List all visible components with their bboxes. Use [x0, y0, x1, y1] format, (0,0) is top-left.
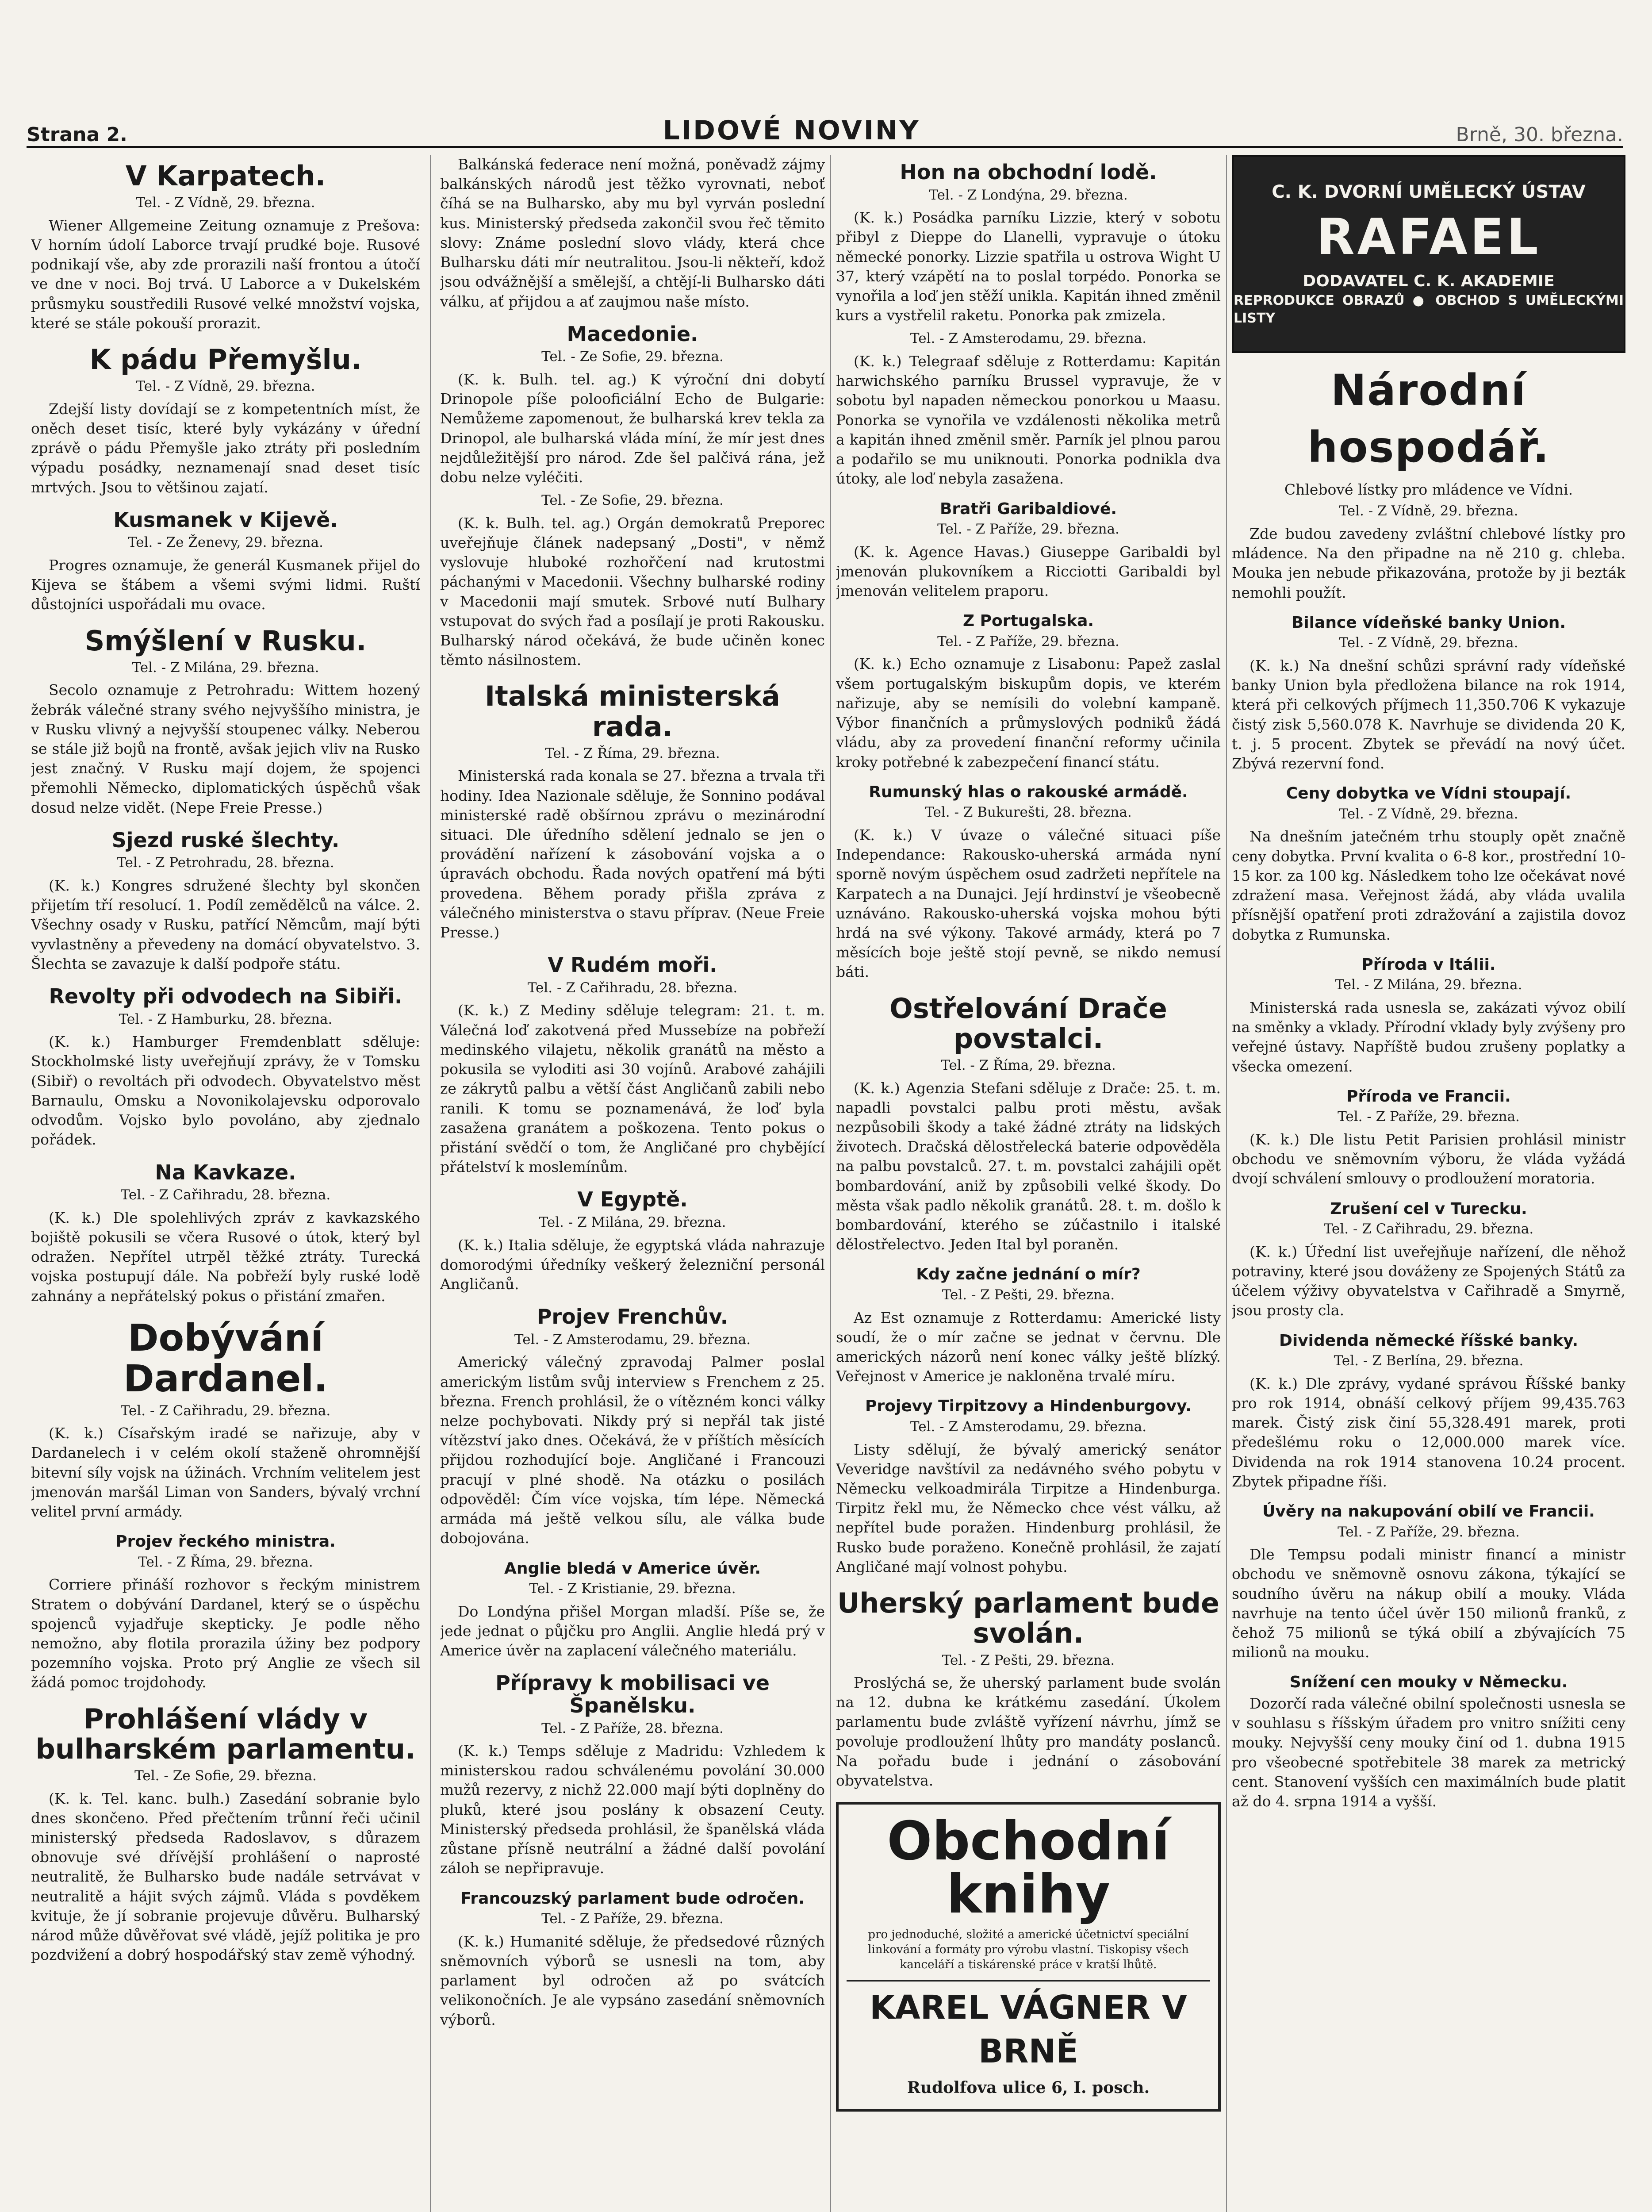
article-zruseni-cel [1232, 1200, 1625, 1321]
article-title: Sjezd ruské šlechty. [111, 828, 340, 852]
article-dateline: Tel. - Ze Ženevy, 29. března. [128, 534, 323, 551]
article-dardanel [31, 1317, 420, 1521]
article-dateline: Tel. - Z Milána, 29. března. [132, 659, 319, 676]
article-balkanska-federace [440, 155, 825, 311]
article-title: K pádu Přemyšlu. [89, 343, 362, 376]
article-body: Do Londýna přišel Morgan mladší. Píše se, že jede jednat o půjčku pro Anglii. Anglie hledá prý v Americe úvěr na zaplacení válečného materiálu. [440, 1602, 825, 1659]
banner-line: RAFAEL [1316, 208, 1541, 266]
article-dateline: Tel. - Z Pešti, 29. března. [942, 1287, 1115, 1303]
article-bulharsko [31, 1704, 420, 1965]
article-kusmanek [31, 509, 420, 614]
ad-address: Rudolfova ulice 6, I. posch. [907, 2078, 1150, 2097]
article-slechty [31, 829, 420, 974]
article-title: Anglie bledá v Americe úvěr. [504, 1559, 761, 1578]
article-dateline: Tel. - Z Amsterodamu, 29. března. [910, 1419, 1147, 1435]
article-dateline: Tel. - Z Paříže, 29. března. [1338, 1109, 1520, 1125]
article-dividenda [1232, 1332, 1625, 1491]
article-body: (K. k.) Z Mediny sděluje telegram: 21. t. m. Válečná loď zakotvená před Mussebíze na pobřeží medinského vilajetu, několik granátů na město a pokusila se vyloditi asi 30 vojínů. Arabové zahájili ze zákrytů palbu a větší část Angličanů zabili nebo ranili. K tomu se poznamenává, že loď byla zasažena granátem a poškozena. Tento pokus o přistání svědčí o tom, že Angličané pro chybějící přátelství k moslemínům. [440, 1002, 825, 1176]
article-body: (K. k.) Kongres sdružené šlechty byl skončen přijetím tří resolucí. 1. Podíl zemědělců na válce. 2. Všechny osady v Rusku, patřící Němcům, mají býti vyvlastněny a převedeny na domácí obyvatelstvo. 3. Šlechta se zavazuje k další podpoře státu. [31, 877, 420, 972]
article-title: Z Portugalska. [962, 612, 1094, 630]
article-body: (K. k.) Italia sděluje, že egyptská vláda nahrazuje domorodými úředníky veškerý železniční personál Angličanů. [440, 1236, 825, 1293]
article-body: (K. k.) Posádka parníku Lizzie, který v sobotu přibyl z Dieppe do Llanelli, vypravuje o útoku německé ponorky. Lizzie spatřila u ostrova Wight U 37, který vzápětí na to poslal torpédo. Ponorka se vynořila a loď jen stěží unikla. Kapitán ihned změnil kurs a vystřelil raketu. Ponorka pak zmizela. [836, 209, 1221, 324]
article-dateline: Tel. - Z Amsterodamu, 29. března. [514, 1331, 751, 1348]
article-dateline: Tel. - Z Londýna, 29. března. [929, 187, 1128, 203]
article-egypte [440, 1188, 825, 1294]
article-body: Progres oznamuje, že generál Kusmanek přijel do Kijeva se štábem a všemi svými lidmi. Ruští důstojníci uspořádali mu ovace. [31, 556, 420, 613]
article-body: (K. k.) Dle listu Petit Parisien prohlásil ministr obchodu ve sněmovním výboru, že vláda vyžádá dvojí schválení smlouvy o prodloužení moratoria. [1232, 1130, 1625, 1187]
article-dateline: Tel. - Z Cařihradu, 28. března. [120, 1187, 331, 1203]
article-title: Bilance vídeňské banky Union. [1291, 613, 1566, 632]
article-body: Az Est oznamuje z Rotterdamu: Americké listy soudí, že o mír začne se jednat v červnu. Dle amerických názorů není konec války ještě blízký. Veřejnost v Americe je nakloněna trvalé míru. [836, 1309, 1221, 1385]
date-line: Brně, 30. března. [1456, 123, 1623, 146]
ad-text: pro jednoduché, složité a americké účetnictví speciální linkování a formáty pro výrobu vlastní. Tiskopisy všech kanceláří a tiskárenské práce v kratší lhůtě. [868, 1928, 1189, 1971]
article-priroda-francii [1232, 1088, 1625, 1189]
article-dateline: Tel. - Z Říma, 29. března. [941, 1057, 1116, 1073]
article-body: (K. k. Bulh. tel. ag.) Orgán demokratů Preporec uveřejňuje článek nadepsaný „Dosti", v němž vyslovuje hluboké rozhořčení nad krutostmi páchanými v Macedonii. Všechny bulharské rodiny v Macedonii mají smutek. Srbové nutí Bulhary vstupovat do svých řad a posílají je proti Rakousku. Bulharský národ očekává, že bude učiněn konec těmto násilnostem. [440, 514, 825, 669]
article-body: (K. k.) Echo oznamuje z Lisabonu: Papež zaslal všem portugalským biskupům dopis, ve kterém nařizuje, aby se nemísili do volební kampaně. Výbor finančních a průmyslových podniků žádá vládu, aby za provedení finanční reformy učinila kroky potřebné k zabezpečení financí státu. [836, 655, 1221, 771]
article-body: Dozorčí rada válečné obilní společnosti usnesla se v souhlasu s říšským úřadem pro vnitro snížiti ceny mouky. Nejvyšší ceny mouky činí od 1. dubna 1915 pro všeobecné spotřebitele 38 marek za metrický cent. Stanovení vyšších cen maximálních bude platit až do 4. srpna 1914 a vyšší. [1232, 1695, 1625, 1810]
article-body: Americký válečný zpravodaj Palmer poslal americkým listům svůj interview s Frenchem z 25. března. French prohlásil, že o vítězném konci války nelze pochybovati. Nikdy prý si nepřál tak jisté vítězství jako dnes. Očekává, že v příštích měsících přijdou rozhodující boje. Angličané i Francouzi pracují v plné shodě. Na otázku o posilách odpověděl: Čím více vojska, tím lépe. Německá armáda má ještě velkou sílu, ale válka bude dobojována. [440, 1353, 825, 1547]
article-tirpitz [836, 1398, 1221, 1577]
article-priroda-italii [1232, 956, 1625, 1076]
article-dateline: Tel. - Z Milána, 29. března. [1335, 977, 1522, 993]
article-body: Dle Tempsu podali ministr financí a ministr obchodu ve sněmovně osnovu zákona, týkající se soudního úvěru na nákup obilí a mouky. Vláda navrhuje na tento účel úvěr 150 milionů franků, z čehož 75 milionů se týká obilí a zbývajících 75 milionů na mouku. [1232, 1546, 1625, 1661]
article-title: V Rudém moři. [548, 953, 717, 977]
paper-name: LIDOVÉ NOVINY [663, 115, 920, 146]
book-advertisement [836, 1802, 1221, 2112]
article-title: V Egyptě. [577, 1187, 688, 1212]
article-uhersky-parlament [836, 1588, 1221, 1790]
article-dateline: Tel. - Z Vídně, 29. března. [1339, 503, 1518, 519]
column-3 [836, 155, 1221, 2212]
article-recky-ministr [31, 1533, 420, 1692]
article-dateline: Tel. - Z Paříže, 28. března. [541, 1720, 724, 1736]
article-dateline: Tel. - Z Říma, 29. března. [545, 745, 720, 761]
article-body: (K. k.) Dle spolehlivých zpráv z kavkazského bojiště pokusili se včera Rusové o útok, který byl odražen. Nepřítel utrpěl těžké ztráty. Turecká vojska postupují dále. Na pobřeží byly ruské lodě zahnány a nepřátelský pokus o přistání zmařen. [31, 1209, 420, 1305]
column-2 [440, 155, 825, 2212]
page-label: Strana 2. [27, 123, 127, 146]
column-rule [830, 155, 831, 2212]
article-dateline: Tel. - Z Paříže, 29. března. [541, 1911, 724, 1927]
article-body: (K. k.) V úvaze o válečné situaci píše Independance: Rakousko-uherská armáda nyní sporně novým úspěchem osud zadržeti nepřítele na Karpatech a na Dunajci. Její hrdinství je všeobecně uznáváno. Rakousko-uherská vojska mohou býti hrdá na své výkony. Takové armády, která po 7 měsících boje ještě stojí pevně, se nikdo nemusí báti. [836, 826, 1221, 981]
article-dateline: Tel. - Z Kristianie, 29. března. [529, 1581, 736, 1597]
article-title: Přípravy k mobilisaci ve Španělsku. [495, 1671, 770, 1717]
banner-line: DODAVATEL C. K. AKADEMIE [1303, 272, 1555, 290]
article-smysleni [31, 626, 420, 818]
article-rumunsky-hlas [836, 783, 1221, 982]
article-dateline: Tel. - Ze Sofie, 29. března. [541, 492, 724, 509]
article-title: Rumunský hlas o rakouské armádě. [869, 783, 1188, 801]
article-ceny-dobytka [1232, 785, 1625, 944]
article-title: Kdy začne jednání o mír? [916, 1265, 1141, 1284]
article-title: Bratři Garibaldiové. [939, 499, 1117, 518]
article-title: Uherský parlament bude svolán. [837, 1587, 1220, 1650]
article-dateline: Tel. - Ze Sofie, 29. března. [541, 349, 724, 365]
article-dateline: Tel. - Z Paříže, 29. března. [1338, 1524, 1520, 1540]
article-frenchuv [440, 1306, 825, 1548]
column-1 [31, 155, 420, 2212]
column-rule [430, 155, 431, 2212]
article-title: V Karpatech. [125, 160, 326, 192]
article-title: Francouzský parlament bude odročen. [460, 1889, 805, 1908]
article-snizeni-cen-mouky [1232, 1674, 1625, 1811]
article-dateline: Tel. - Z Vídně, 29. března. [136, 378, 315, 395]
article-title: Dividenda německé říšské banky. [1279, 1331, 1579, 1350]
article-title: Projevy Tirpitzovy a Hindenburgovy. [865, 1397, 1192, 1416]
article-portugalska [836, 612, 1221, 772]
article-title: Projev řeckého ministra. [115, 1532, 336, 1551]
article-revolty [31, 985, 420, 1149]
article-dateline: Tel. - Z Říma, 29. března. [138, 1554, 313, 1570]
article-body: Ministerská rada konala se 27. března a trvala tři hodiny. Idea Nazionale sděluje, že Sonnino podával ministerské radě obšírnou zprávu o mezinárodní situaci. Dle úředního sdělení jednalo se jen o provádění nařízení k zásobování vojska a o úpravách obchodu. Řada nových opatření má býti provedena. Během porady přišla zpráva z válečného ministerstva o stavu příprav. (Neue Freie Presse.) [440, 767, 825, 941]
article-title: Ceny dobytka ve Vídni stoupají. [1286, 784, 1572, 803]
banner-line: REPRODUKCE OBRAZŮ ● OBCHOD S UMĚLECKÝMI LISTY [1234, 292, 1624, 326]
article-title: Na Kavkaze. [155, 1160, 296, 1184]
column-rule [1226, 155, 1227, 2212]
article-title: Dobývání Dardanel. [123, 1316, 328, 1401]
article-title: Zrušení cel v Turecku. [1330, 1199, 1527, 1218]
column-4 [1232, 155, 1625, 2212]
article-body: (K. k. Tel. kanc. bulh.) Zasedání sobranie bylo dnes skončeno. Před přečtením trůnní řeči učinil ministerský předseda Radoslavov, s důrazem obnovuje své dřívější prohlášení o naprosté neutralitě, že Bulharsko bude nadále setrvávat v neutralitě a hájit svých zájmů. Vláda s povděkem kvituje, že jí sobranie projevuje důvěru. Bulharský národ může důvěřovat své vládě, jejíž politika je pro pozdvižení a dobrý hospodářský stav země výhodný. [31, 1790, 420, 1964]
article-macedonie [440, 323, 825, 670]
article-dateline: Tel. - Z Cařihradu, 29. března. [1323, 1221, 1534, 1237]
article-body: Ministerská rada usnesla se, zakázati vývoz obilí na směnky a vklady. Přírodní vklady byly zvýšeny pro veřejné ústavy. Napříště budou zrušeny poplatky a všecka omezení. [1232, 998, 1625, 1075]
article-body: Wiener Allgemeine Zeitung oznamuje z Prešova: V horním údolí Laborce trvají prudké boje. Rusové podnikají vše, aby zde prorazili naší frontou a útočí ve dne v noci. Boj trvá. U Laborce a v Dukelském průsmyku soustředili Rusové velké množství vojska, které se stále pokouší prorazit. [31, 216, 420, 332]
article-dateline: Tel. - Z Vídně, 29. března. [1339, 806, 1518, 822]
article-dateline: Tel. - Z Hamburku, 28. března. [119, 1011, 333, 1027]
article-anglie-bleda [440, 1560, 825, 1661]
article-body: (K. k.) Hamburger Fremdenblatt sděluje: Stockholmské listy uveřejňují zprávy, že v Tomsku (Sibiř) o revoltách při odvodech. Obyvatelstvo měst Barnaulu, Omsku a Novonikolajevsku odporovalo odvodům. Vojsko bylo povoláno, aby zjednalo pořádek. [31, 1033, 420, 1148]
article-kavkaze [31, 1161, 420, 1306]
article-title: Italská ministerská rada. [485, 680, 780, 743]
article-title: Smýšlení v Rusku. [84, 624, 367, 657]
article-obchodni-lode [836, 161, 1221, 489]
article-title: Příroda ve Francii. [1346, 1087, 1511, 1106]
article-dateline: Tel. - Z Vídně, 29. března. [136, 195, 315, 211]
article-body: Zde budou zavedeny zvláštní chlebové lístky pro mládence. Na den připadne na ně 210 g. chleba. Mouka jen nebude přikazována, protože by ji bezták nemohli použít. [1232, 525, 1625, 601]
article-title: Úvěry na nakupování obilí ve Francii. [1262, 1502, 1595, 1521]
article-rudem-mori [440, 954, 825, 1177]
article-body: Zdejší listy dovídají se z kompetentních míst, že oněch deset tisíc, které byly vykázány v úřední zprávě o pádu Přemyšle jako ztráty při posledním výpadu posádky, neznamenají snad deset tisíc mrtvých. Jsou to většinou zajatí. [31, 400, 420, 496]
article-dateline: Tel. - Z Cařihradu, 28. března. [527, 979, 738, 996]
article-title: Ostřelování Drače povstalci. [889, 992, 1167, 1055]
article-dateline: Tel. - Z Cařihradu, 29. března. [120, 1402, 331, 1419]
article-italska-rada [440, 681, 825, 942]
article-body: (K. k.) Agenzia Stefani sděluje z Drače: 25. t. m. napadli povstalci palbu proti městu, avšak nezpůsobili škody a také žádné ztráty na lidských životech. Dračská dělostřelecká baterie odpověděla na palbu povstalců. 27. t. m. povstalci zahájili opět bombardování, aniž by způsobili velké škody. Do města však padlo několik granátů. 28. t. m. došlo k bombardování, kterého se zúčastnilo i italské dělostřelectvo. Jeden Ital byl poraněn. [836, 1079, 1221, 1253]
article-body: (K. k.) Temps sděluje z Madridu: Vzhledem k ministerskou radou schválenému povolání 30.000 mužů rezervy, z nichž 22.000 mají býti doplněny do pluků, které jsou poslány k obsazení Ceuty. Ministerský předseda prohlásil, že španělská vláda zůstane přísně neutrální a žádné další povolání záloh se nepřipravuje. [440, 1742, 825, 1877]
article-dateline: Tel. - Z Amsterodamu, 29. března. [910, 330, 1147, 347]
article-title: Snížení cen mouky v Německu. [1289, 1673, 1568, 1692]
article-body: (K. k.) Úřední list uveřejňuje nařízení, dle něhož potraviny, které jsou dováženy ze Spojených Států za účelem výživy obyvatelstva v Cařihradě a Smyrně, jsou prosty cla. [1232, 1243, 1625, 1319]
article-dateline: Tel. - Z Pešti, 29. března. [942, 1652, 1115, 1668]
article-title: Kusmanek v Kijevě. [113, 507, 338, 532]
ad-firm: KAREL VÁGNER V BRNĚ [847, 1980, 1210, 2074]
article-dateline: Tel. - Z Petrohradu, 28. března. [117, 855, 334, 871]
article-body: Balkánská federace není možná, poněvadž zájmy balkánských národů jest těžko vyrovnati, neboť číhá se na Bulharsko, aby mu byl vyrván poslední kus. Ministerský předseda zakončil svou řeč těmito slovy: Známe poslední slovo vlády, která chce Bulharsku dáti mír neutralitou. Jsou-li někteří, kdož jsou odvážnější a smělejší, a chtějí-li Bulharsko dáti válku, ať přijdou a ať zaujmou naše místo. [440, 156, 825, 310]
article-title: Chlebové lístky pro mládence ve Vídni. [1284, 481, 1573, 499]
article-body: (K. k.) Humanité sděluje, že předsedové různých sněmovních výborů se usnesli na tom, aby parlament byl odročen až po svátcích velikonočních. Je ale vypsáno zasedání sněmovních výborů. [440, 1932, 825, 2028]
banner-line: C. K. DVORNÍ UMĚLECKÝ ÚSTAV [1272, 181, 1586, 202]
article-uvery-obili [1232, 1503, 1625, 1662]
article-title: Prohlášení vlády v bulharském parlamentu. [35, 1702, 416, 1765]
article-body: Proslýchá se, že uherský parlament bude svolán na 12. dubna ke krátkému zasedání. Úkolem parlamentu bude zvláště vyřízení návrhu, jímž se povoluje prodloužení lhůty pro mandáty poslanců. Na pořadu bude i jednání o zásobování obyvatelstva. [836, 1674, 1221, 1790]
article-title: Příroda v Itálii. [1361, 955, 1496, 974]
article-body: (K. k.) Dle zprávy, vydané správou Říšské banky pro rok 1914, obnáší celkový příjem 99,435.763 marek. Čistý zisk činí 55,328.491 marek, proti předešlému roku o 12,000.000 marek více. Dividenda na rok 1914 stanovena 10.24 procent. Zbytek připadne říši. [1232, 1375, 1625, 1490]
article-body: (K. k.) Telegraaf sděluje z Rotterdamu: Kapitán harwichského parníku Brussel vypravuje, že v sobotu byl napaden německou ponorkou u Maasu. Ponorka se vynořila ve vzdálenosti několika metrů a kapitán ihned změnil směr. Parník jel plnou parou a podařilo se mu uniknouti. Ponorka podnikla dva útoky, ale loď nebyla zasažena. [836, 352, 1221, 488]
section-title: Národní hospodář. [1307, 365, 1550, 472]
article-body: Corriere přináší rozhovor s řeckým ministrem Stratem o dobývání Dardanel, který se o úspěchu spojenců vyjadřuje skepticky. Je podle něho nemožno, aby flotila prorazila úžiny bez podpory pozemního vojska. Proto prý Anglie ze všech sil žádá pomoc trojdohody. [31, 1576, 420, 1691]
article-jednani-mir [836, 1266, 1221, 1386]
article-body: (K. k.) Na dnešní schůzi správní rady vídeňské banky Union byla předložena bilance na rok 1914, která při celkových příjmech 11,350.706 K vykazuje čistý zisk 5,560.078 K. Navrhuje se dividenda 20 K, t. j. 5 procent. Zbytek se převádí na nový účet. Zbývá rezervní fond. [1232, 657, 1625, 772]
article-title: Macedonie. [567, 322, 698, 346]
article-title: Hon na obchodní lodě. [900, 160, 1157, 184]
article-dateline: Tel. - Z Vídně, 29. března. [1339, 635, 1518, 651]
article-bilance-union [1232, 614, 1625, 773]
article-francouzsky-parlament [440, 1890, 825, 2030]
article-garibaldi [836, 500, 1221, 601]
article-chlebove-listky [1232, 480, 1625, 603]
article-dateline: Tel. - Z Paříže, 29. března. [937, 633, 1119, 649]
article-pripravy-spanelsku [440, 1672, 825, 1878]
article-drace [836, 994, 1221, 1255]
article-title: Projev Frenchův. [537, 1305, 728, 1329]
article-dateline: Tel. - Z Paříže, 29. března. [937, 521, 1119, 538]
rafael-banner-ad [1232, 155, 1625, 353]
article-body: (K. k. Bulh. tel. ag.) K výroční dni dobytí Drinopole píše polooficiální Echo de Bulgarie: Nemůžeme zapomenout, že bulharská krev tekla za Drinopol, ale bulharská vláda míní, že mír jest dnes nejdůležitější pro národ. Zde šel palčivá rána, jež dobu nelze vyléčiti. [440, 370, 825, 486]
article-dateline: Tel. - Z Berlína, 29. března. [1334, 1353, 1524, 1369]
article-dateline: Tel. - Ze Sofie, 29. března. [134, 1767, 317, 1784]
article-karpatech [31, 161, 420, 333]
article-body: (K. k.) Císařským iradé se nařizuje, aby v Dardanelech i v celém okolí staženě ohromnější bitevní síly vojsk na úžinách. Vrchním velitelem jest jmenován maršál Liman von Sanders, bývalý vrchní velitel první armády. [31, 1425, 420, 1520]
ad-title: Obchodní knihy [887, 1811, 1170, 1926]
article-body: Na dnešním jatečném trhu stouply opět značně ceny dobytka. První kvalita o 6-8 kor., prostřední 10-15 kor. za 100 kg. Následkem toho lze očekávat nové zdražení masa. Veřejnost žádá, aby vláda uvalila přísnější opatření proti zdražování a zajistila dovoz dobytka z Rumunska. [1232, 828, 1625, 943]
article-title: Revolty při odvodech na Sibiři. [49, 984, 402, 1009]
article-dateline: Tel. - Z Milána, 29. března. [539, 1214, 726, 1231]
article-body: Listy sdělují, že bývalý americký senátor Veveridge navštívil za nedávného svého pobytu v Německu velkoadmirála Tirpitze a Hindenburga. Tirpitz řekl mu, že Německo chce vést válku, až nepřítel bude poražen. Hindenburg prohlásil, že Rusko bude poraženo. Konečně prohlásil, že zajatí Angličané mají volnost pohybu. [836, 1440, 1221, 1575]
article-premysl [31, 345, 420, 497]
article-body: (K. k. Agence Havas.) Giuseppe Garibaldi byl jmenován plukovníkem a Ricciotti Garibaldi byl jmenován velitelem praporu. [836, 543, 1221, 600]
article-body: Secolo oznamuje z Petrohradu: Wittem hozený žebrák válečné strany svého nejvyššího ministra, je v Rusku vlivný a nejvyšší stoupenec války. Neberou se stále již bojů na frontě, avšak jejich vliv na Rusko jest značný. V Rusku mají dojem, že spojenci přemohli Německo, diplomatických úspěchů však dosud nelze vidět. (Nepe Freie Presse.) [31, 681, 420, 816]
article-dateline: Tel. - Z Bukurešti, 28. března. [925, 804, 1132, 821]
masthead [27, 111, 1623, 148]
